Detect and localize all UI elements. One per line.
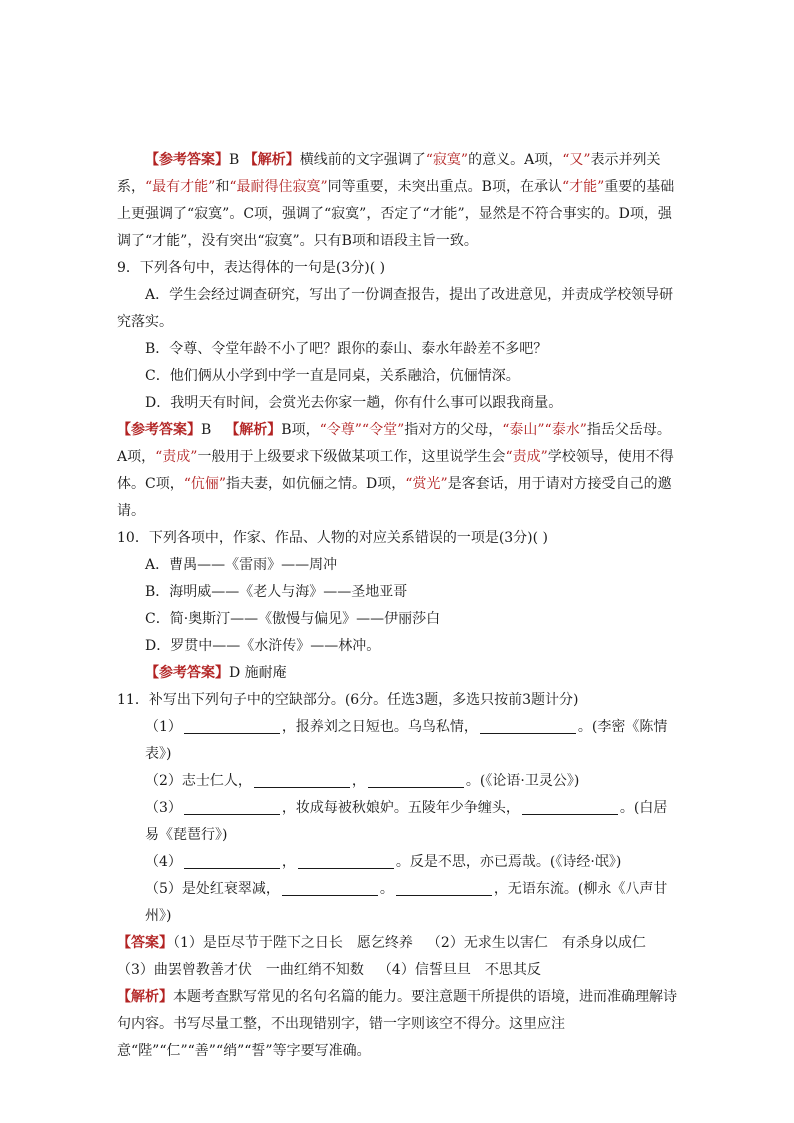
q9-option-d: D．我明天有时间，会赏光去你家一趟，你有什么事可以跟我商量。: [145, 395, 563, 411]
q11-item-4: （4） ， 。反是不思，亦已焉哉。(《诗经·氓》): [145, 854, 622, 870]
q11-item-3: （3） ，妆成每被秋娘妒。五陵年少争缠头， 。(白居易《琵琶行》): [145, 800, 668, 843]
q11-answer: 【答案】（1）是臣尽节于陛下之日长 愿乞终养 （2）无求生以害仁 有杀身以成仁: [117, 935, 646, 951]
blank-line: [480, 717, 576, 734]
q11-item-1: （1） ，报养刘之日短也。乌鸟私情， 。(李密《陈情表》): [145, 719, 668, 762]
q9-option-c: C．他们俩从小学到中学一直是同桌，关系融洽，伉俪情深。: [145, 368, 520, 384]
q9-option-b: B．令尊、令堂年龄不小了吧？跟你的泰山、泰水年龄差不多吧？: [145, 341, 548, 357]
q11-answer-cont: （3）曲罢曾教善才伏 一曲红绡不知数 （4）信誓旦旦 不思其反: [117, 962, 541, 978]
answer-tag: 【参考答案】: [117, 422, 201, 438]
blank-line: [368, 771, 464, 788]
q11-stem: 11．补写出下列句子中的空缺部分。(6分。任选3题，多选只按前3题计分): [117, 692, 579, 708]
q10-option-a: A．曹禺——《雷雨》——周冲: [145, 557, 338, 573]
q9-option-a: A．学生会经过调查研究，写出了一份调查报告，提出了改进意见，并责成学校领导研究落实。: [117, 287, 674, 330]
q11-analysis: 【解析】本题考查默写常见的名句名篇的能力。要注意题干所提供的语境，进而准确理解诗句内容。书写尽量工整，不出现错别字，错一字则该空不得分。这里应注意“陛”“仁”“善”“绡”“誓”等字要写准确。: [117, 989, 677, 1059]
blank-line: [298, 852, 394, 869]
blank-line: [282, 879, 378, 896]
answer-tag: 【答案】: [117, 935, 173, 951]
q10-option-c: C．简·奥斯汀——《傲慢与偏见》——伊丽莎白: [145, 611, 441, 627]
blank-line: [184, 717, 280, 734]
analysis-tag: 【解析】: [243, 152, 300, 168]
q10-stem: 10．下列各项中，作家、作品、人物的对应关系错误的一项是(3分)( ): [117, 530, 549, 546]
q9-answer-paragraph: 【参考答案】B 【解析】B项，“令尊”“令堂”指对方的父母，“泰山”“泰水”指岳父岳母。A项，“责成”一般用于上级要求下级做某项工作，这里说学生会“责成”学校领导，使用不得体。C项，“伉俪”指夫妻，如伉俪之情。D项，“赏光”是客套话，用于请对方接受自己的邀请。: [117, 422, 674, 519]
blank-line: [254, 771, 350, 788]
q9-stem: 9．下列各句中，表达得体的一句是(3分)( ): [117, 260, 386, 276]
q11-item-5: （5）是处红衰翠减， 。 ，无语东流。(柳永《八声甘州》): [145, 881, 668, 924]
blank-line: [184, 852, 280, 869]
q10-option-d: D．罗贯中——《水浒传》——林冲。: [145, 638, 381, 654]
blank-line: [396, 879, 492, 896]
q10-answer: 【参考答案】D 施耐庵: [145, 665, 287, 681]
blank-line: [184, 798, 280, 815]
document-content: [117, 147, 677, 1065]
q11-item-2: （2）志士仁人， ， 。(《论语·卫灵公》): [145, 773, 580, 789]
q10-option-b: B．海明威——《老人与海》——圣地亚哥: [145, 584, 408, 600]
analysis-tag: 【解析】: [225, 422, 282, 438]
answer-tag: 【参考答案】: [145, 665, 229, 681]
answer-tag: 【参考答案】: [145, 152, 229, 168]
blank-line: [522, 798, 618, 815]
q8-answer-paragraph: 【参考答案】B 【解析】横线前的文字强调了“寂寞”的意义。A项，“又”表示并列关系，“最有才能”和“最耐得住寂寞”同等重要，未突出重点。B项，在承认“才能”重要的基础上更强调了“寂寞”。C项，强调了“寂寞”，否定了“才能”，显然是不符合事实的。D项，强调了“才能”，没有突出“寂寞”。只有B项和语段主旨一致。: [117, 152, 675, 249]
analysis-tag: 【解析】: [117, 989, 173, 1005]
